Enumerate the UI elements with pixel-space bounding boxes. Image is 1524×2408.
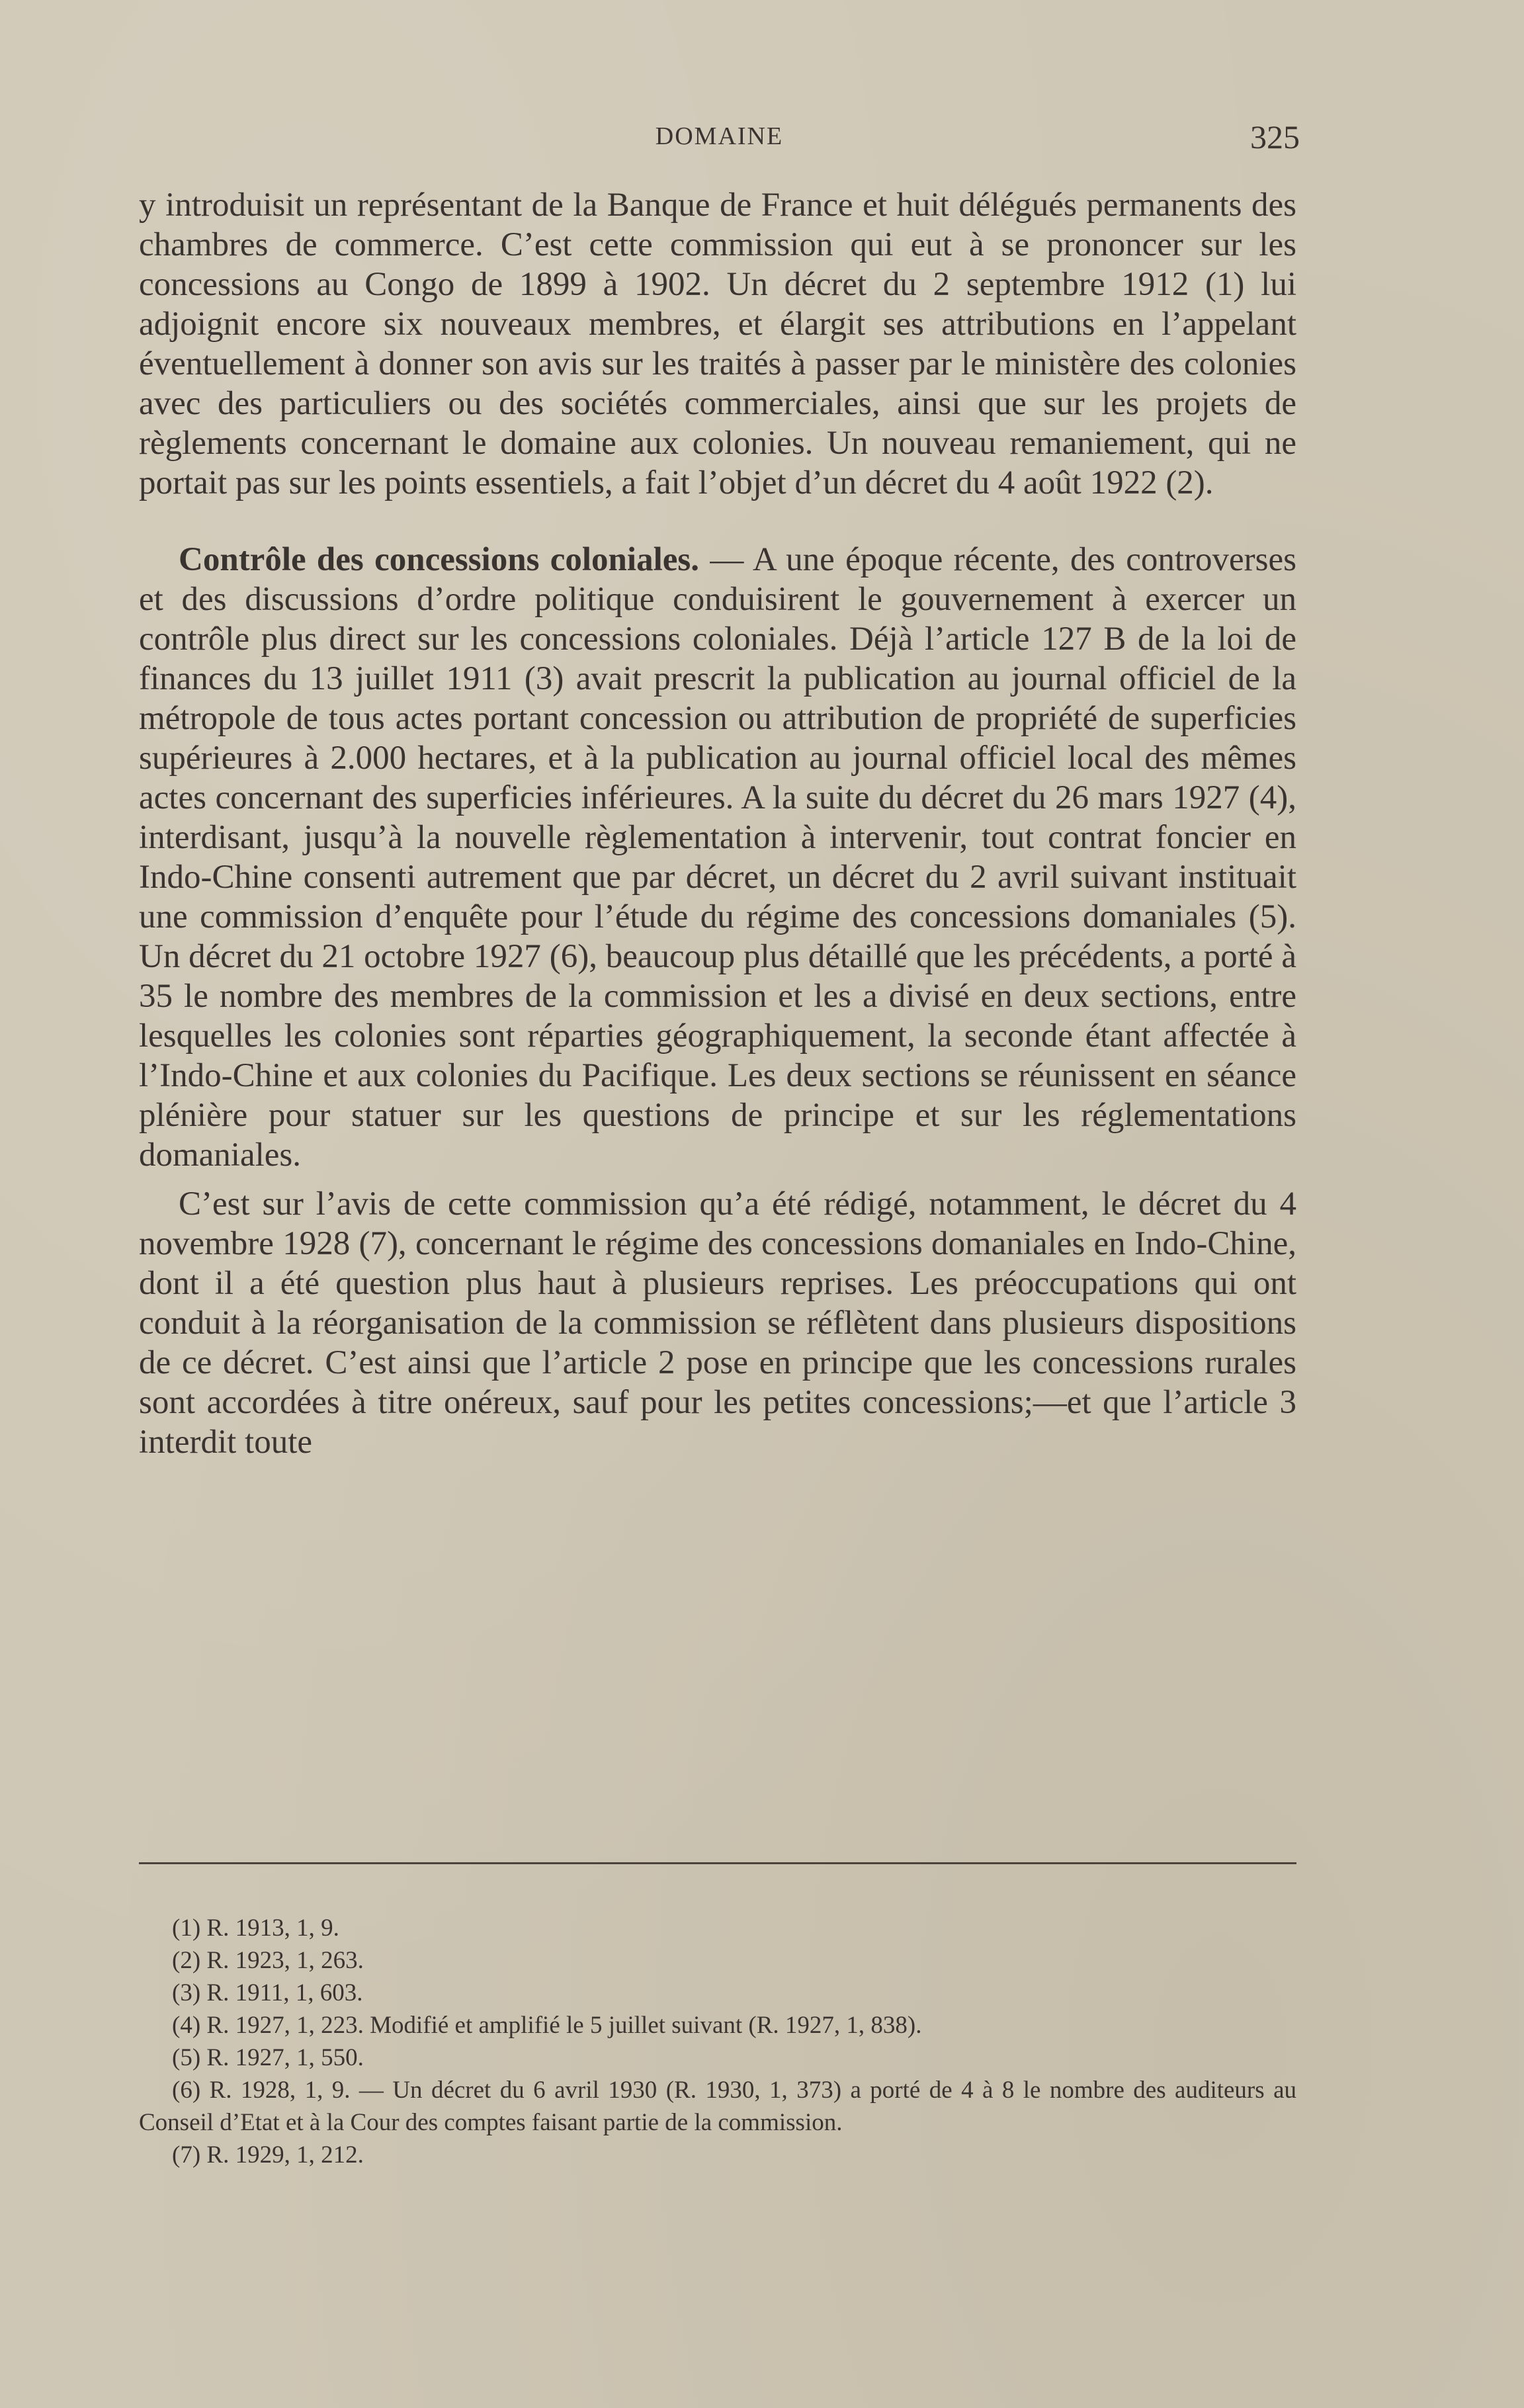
body-text xyxy=(139,185,1296,1462)
footnote-7: (7) R. 1929, 1, 212. xyxy=(172,2141,364,2169)
footnote-4: (4) R. 1927, 1, 223. Modifié et amplifié le 5 juillet suivant (R. 1927, 1, 838). xyxy=(172,2012,922,2039)
footnote-5: (5) R. 1927, 1, 550. xyxy=(172,2044,364,2071)
page-number: 325 xyxy=(1250,118,1300,155)
paragraph-commission: y introduisit un représentant de la Banque de France et huit délégués permanents des chambres de commerce. C’est cette commission qui eut à se prononcer sur les concessions au Congo de 1899 à 1902. Un décret du 2 septembre 1912 (1) lui adjoignit encore six nouveaux membres, et élargit ses attributions en l’appelant éventuellement à donner son avis sur les traités à passer par le ministère des colonies avec des particuliers ou des sociétés commerciales, ainsi que sur les projets de règlements concernant le domaine aux colonies. Un nouveau remaniement, qui ne portait pas sur les points essentiels, a fait l’objet d’un décret du 4 août 1922 (2). xyxy=(139,187,1296,501)
section-heading: Contrôle des concessions coloniales. xyxy=(179,541,699,578)
footnote-6: (6) R. 1928, 1, 9. — Un décret du 6 avril 1930 (R. 1930, 1, 373) a porté de 4 à 8 le nombre des auditeurs au Conseil d’Etat et à la Cour des comptes faisant partie de la commission. xyxy=(139,2077,1296,2136)
running-head xyxy=(139,118,1300,157)
footnote-rule xyxy=(139,1862,1296,1864)
running-title: DOMAINE xyxy=(655,122,784,150)
footnotes xyxy=(139,1912,1296,2171)
footnote-2: (2) R. 1923, 1, 263. xyxy=(172,1947,364,1974)
footnote-1: (1) R. 1913, 1, 9. xyxy=(172,1914,339,1942)
paragraph-controle xyxy=(139,540,1296,1175)
footnote-3: (3) R. 1911, 1, 603. xyxy=(172,1979,363,2006)
paragraph-controle-text: — A une époque récente, des controverses et des discussions d’ordre politique conduisirent le gouvernement à exercer un contrôle plus direct sur les concessions coloniales. Déjà l’article 127 B de la loi de finances du 13 juillet 1911 (3) avait prescrit la publication au journal officiel de la métropole de tous actes portant concession ou attribution de propriété de superficies supérieures à 2.000 hectares, et à la publication au journal officiel local des mêmes actes concernant des superficies inférieures. A la suite du décret du 26 mars 1927 (4), interdisant, jusqu’à la nouvelle règlementation à intervenir, tout contrat foncier en Indo-Chine consenti autrement que par décret, un décret du 2 avril suivant instituait une commission d’enquête pour l’étude du régime des concessions domaniales (5). Un décret du 21 octobre 1927 (6), beaucoup plus détaillé que les précédents, a porté à 35 le nombre des membres de la commission et les a divisé en deux sections, entre lesquelles les colonies sont réparties géographiquement, la seconde étant affectée à l’Indo-Chine et aux colonies du Pacifique. Les deux sections se réunissent en séance plénière pour statuer sur les questions de principe et sur les réglementations domaniales. xyxy=(139,541,1296,1174)
paragraph-decret-1928: C’est sur l’avis de cette commission qu’a été rédigé, notamment, le décret du 4 novembre 1928 (7), concernant le régime des concessions domaniales en Indo-Chine, dont il a été question plus haut à plusieurs reprises. Les préoccupations qui ont conduit à la réorganisation de la commission se réflètent dans plusieurs dispositions de ce décret. C’est ainsi que l’article 2 pose en principe que les concessions rurales sont accordées à titre onéreux, sauf pour les petites concessions;—et que l’article 3 interdit toute xyxy=(139,1185,1296,1461)
